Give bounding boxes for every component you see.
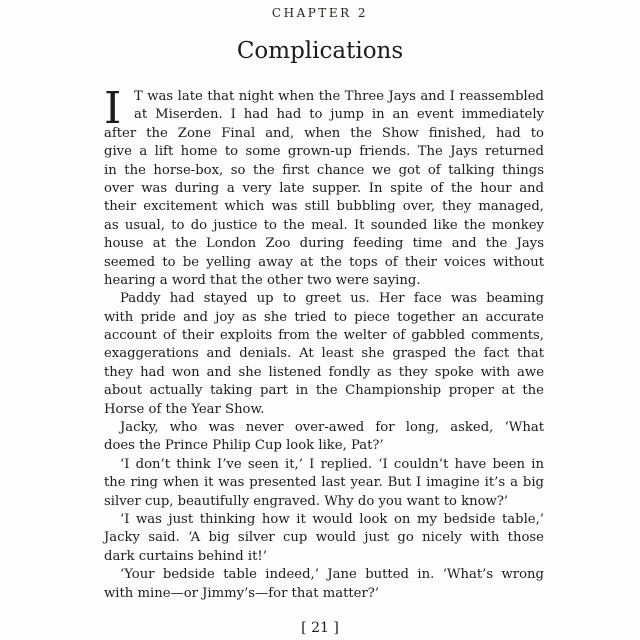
page-number: [ 21 ] [301, 620, 339, 636]
text-line: the ring when it was presented last year. But I imagine it’s a big [104, 475, 544, 491]
text-line: ‘I was just thinking how it would look on my bedside table,’ [120, 511, 544, 527]
text-line: with mine—or Jimmy’s—for that matter?’ [104, 585, 380, 601]
text-line: after the Zone Final and, when the Show finished, had to [104, 125, 544, 141]
text-line: they had won and she listened fondly as they spoke with awe [104, 364, 544, 380]
text-line: their excitement which was still bubbling over, they managed, [104, 199, 544, 215]
chapter-title: Complications [236, 38, 404, 64]
drop-cap: I [104, 83, 122, 134]
text-line: account of their exploits from the welter of gabbled comments, [104, 328, 544, 344]
text-line: house at the London Zoo during feeding time and the Jays [104, 236, 544, 252]
text-line: silver cup, beautifully engraved. Why do you want to know?’ [104, 493, 509, 509]
text-line: dark curtains behind it!’ [104, 548, 267, 564]
text-line: does the Prince Philip Cup look like, Pat?’ [104, 438, 384, 454]
text-line: about actually taking part in the Championship proper at the [104, 383, 544, 399]
body-text [104, 83, 544, 603]
text-line: hearing a word that the other two were saying. [104, 272, 421, 288]
text-line: give a lift home to some grown-up friends. The Jays returned [104, 144, 544, 160]
text-line: in the horse-box, so the first chance we got of talking things [104, 162, 544, 178]
text-line: Jacky, who was never over-awed for long, asked, ‘What [120, 420, 544, 436]
text-line: T was late that night when the Three Jays and I reassembled [134, 89, 544, 104]
text-line: exaggerations and denials. At least she grasped the fact that [104, 346, 544, 362]
text-line: Jacky said. ‘A big silver cup would just go nicely with those [104, 530, 544, 546]
text-line: as usual, to do justice to the meal. It sounded like the monkey [104, 217, 544, 233]
text-line: ‘Your bedside table indeed,’ Jane butted in. ‘What’s wrong [120, 567, 544, 583]
text-line: Horse of the Year Show. [104, 401, 265, 417]
chapter-label: CHAPTER 2 [271, 6, 369, 20]
text-line: with pride and joy as she tried to piece together an accurate [104, 309, 544, 325]
text-line: ‘I don’t think I’ve seen it,’ I replied. ‘I couldn’t have been in [120, 456, 544, 472]
text-line: over was during a very late supper. In spite of the hour and [104, 180, 544, 196]
text-line: seemed to be yelling away at the tops of their voices without [104, 254, 544, 270]
text-line: at Miserden. I had had to jump in an event immediately [134, 107, 544, 123]
text-line: Paddy had stayed up to greet us. Her face was beaming [120, 291, 544, 307]
